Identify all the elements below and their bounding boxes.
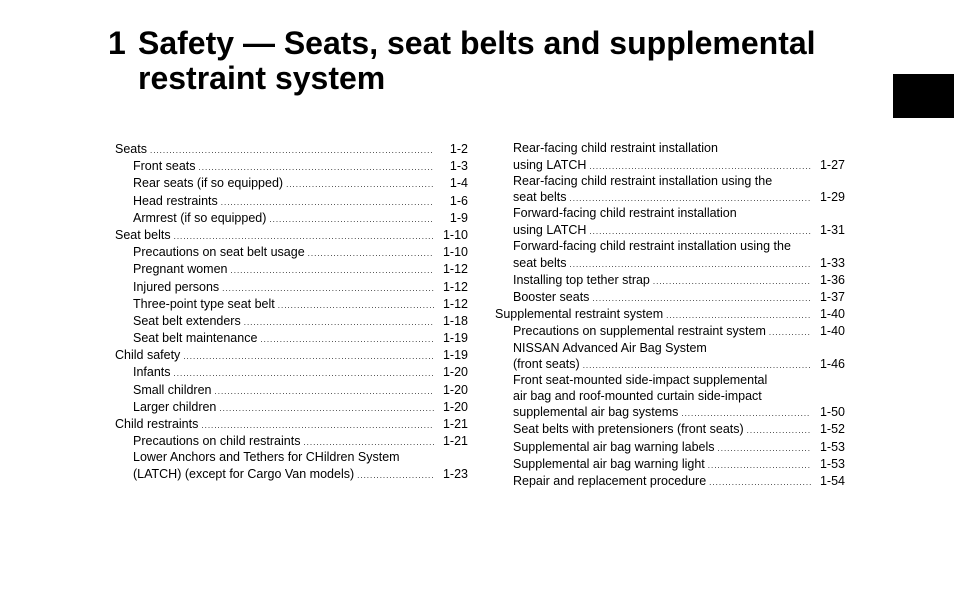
toc-entry-label: Booster seats <box>513 289 590 304</box>
toc-entry-row <box>115 141 468 158</box>
toc-right-column <box>495 141 845 490</box>
toc-entry-page: 1-20 <box>442 382 468 397</box>
toc-entry-row <box>133 399 468 416</box>
toc-entry-row <box>115 347 468 364</box>
toc-entry[interactable] <box>495 239 845 272</box>
toc-entry[interactable] <box>115 382 468 399</box>
dot-leader <box>183 348 434 365</box>
toc-entry-label: Pregnant women <box>133 262 228 277</box>
dot-leader <box>174 228 434 245</box>
toc-entry[interactable] <box>115 364 468 381</box>
toc-entry[interactable] <box>495 473 845 490</box>
dot-leader <box>308 245 434 262</box>
toc-entry-page: 1-20 <box>442 399 468 414</box>
toc-entry-row <box>133 261 468 278</box>
toc-entry-row <box>513 439 845 456</box>
toc-entry-text-line: Rear-facing child restraint installation using the <box>513 173 773 188</box>
toc-entry-row <box>133 466 468 483</box>
toc-entry[interactable] <box>115 141 468 158</box>
dot-leader <box>222 280 434 297</box>
toc-entry[interactable] <box>115 330 468 347</box>
toc-entry[interactable] <box>495 206 845 239</box>
toc-entry-label: using LATCH <box>513 222 587 237</box>
toc-entry[interactable] <box>495 141 845 174</box>
chapter-title <box>108 26 908 96</box>
toc-entry-page: 1-20 <box>442 365 468 380</box>
dot-leader <box>708 457 811 474</box>
toc-entry-row <box>115 416 468 433</box>
toc-entry-row <box>133 193 468 210</box>
toc-entry-page: 1-12 <box>442 296 468 311</box>
toc-entry[interactable] <box>115 227 468 244</box>
toc-entry-row <box>133 158 468 175</box>
toc-entry[interactable] <box>495 323 845 340</box>
toc-entry-label: Precautions on child restraints <box>133 434 301 449</box>
chapter-title-line2: restraint system <box>138 60 386 96</box>
toc-entry[interactable] <box>115 399 468 416</box>
dot-leader <box>357 467 434 484</box>
toc-entry-row <box>133 382 468 399</box>
toc-entry-text-line: Forward-facing child restraint installation using the <box>513 239 791 254</box>
toc-entry[interactable] <box>495 341 845 374</box>
chapter-number: 1 <box>108 25 126 61</box>
toc-entry[interactable] <box>115 450 468 483</box>
toc-entry-label: Supplemental air bag warning light <box>513 456 705 471</box>
toc-entry-label: Three-point type seat belt <box>133 296 275 311</box>
toc-entry-page: 1-12 <box>442 262 468 277</box>
toc-entry-row <box>513 157 845 174</box>
toc-entry-row <box>133 210 468 227</box>
toc-entry-page: 1-3 <box>449 159 468 174</box>
chapter-title-line1: Safety — Seats, seat belts and supplemental <box>138 25 816 61</box>
toc-entry-page: 1-4 <box>449 176 468 191</box>
toc-entry-row <box>513 289 845 306</box>
toc-entry-page: 1-18 <box>442 313 468 328</box>
toc-entry-row <box>513 272 845 289</box>
toc-entry-page: 1-6 <box>449 193 468 208</box>
toc-entry-label: Installing top tether strap <box>513 272 650 287</box>
dot-leader <box>269 211 434 228</box>
toc-entry-row <box>133 330 468 347</box>
dot-leader <box>570 256 811 273</box>
toc-entry-row <box>495 306 845 323</box>
toc-entry[interactable] <box>115 210 468 227</box>
dot-leader <box>221 194 434 211</box>
toc-entry-label: Injured persons <box>133 279 220 294</box>
toc-entry-label: Repair and replacement procedure <box>513 473 707 488</box>
toc-entry[interactable] <box>115 175 468 192</box>
toc-entry-page: 1-36 <box>819 272 845 287</box>
toc-entry-row <box>133 244 468 261</box>
toc-entry-page: 1-54 <box>819 473 845 488</box>
toc-entry-page: 1-31 <box>819 222 845 237</box>
toc-entry-row <box>513 222 845 239</box>
toc-entry-label: (LATCH) (except for Cargo Van models) <box>133 466 355 481</box>
toc-entry-row <box>513 456 845 473</box>
toc-entry-row <box>513 189 845 206</box>
toc-entry-label: Rear seats (if so equipped) <box>133 176 284 191</box>
toc-entry-row <box>513 356 845 373</box>
toc-entry-page: 1-52 <box>819 422 845 437</box>
toc-entry-page: 1-37 <box>819 289 845 304</box>
dot-leader <box>570 190 811 207</box>
dot-leader <box>589 223 811 240</box>
toc-entry-row <box>133 175 468 192</box>
toc-entry[interactable] <box>495 421 845 438</box>
dot-leader <box>718 440 811 457</box>
toc-entry[interactable] <box>115 296 468 313</box>
toc-entry[interactable] <box>495 289 845 306</box>
toc-entry-label: seat belts <box>513 190 567 205</box>
toc-entry-label: Seat belts with pretensioners (front seats) <box>513 422 744 437</box>
toc-entry-label: supplemental air bag systems <box>513 405 679 420</box>
toc-entry-page: 1-10 <box>442 245 468 260</box>
toc-entry-label: seat belts <box>513 255 567 270</box>
toc-entry-text-line: Rear-facing child restraint installation <box>513 141 718 155</box>
dot-leader <box>653 273 811 290</box>
toc-left-column <box>115 141 468 483</box>
toc-entry-text-line: Front seat-mounted side-impact supplemental <box>513 373 768 388</box>
toc-entry-text-line: NISSAN Advanced Air Bag System <box>513 340 707 355</box>
dot-leader <box>174 365 434 382</box>
toc-entry-page: 1-46 <box>819 357 845 371</box>
toc-entry-label: (front seats) <box>513 357 580 371</box>
toc-entry-row <box>513 323 845 340</box>
dot-leader <box>219 400 434 417</box>
toc-entry-row <box>133 313 468 330</box>
dot-leader <box>303 434 434 451</box>
dot-leader <box>747 422 811 439</box>
toc-entry-page: 1-29 <box>819 190 845 205</box>
toc-entry-page: 1-19 <box>442 348 468 363</box>
toc-entry-label: Head restraints <box>133 193 218 208</box>
toc-entry-page: 1-53 <box>819 439 845 454</box>
toc-entry-row <box>133 433 468 450</box>
toc-entry-label: Armrest (if so equipped) <box>133 210 267 225</box>
toc-entry-label: Seats <box>115 142 147 156</box>
toc-entry-label: Larger children <box>133 399 217 414</box>
toc-entry[interactable] <box>495 306 845 323</box>
dot-leader <box>278 297 434 314</box>
toc-entry-label: Seat belt extenders <box>133 313 241 328</box>
toc-entry[interactable] <box>495 456 845 473</box>
toc-entry-row <box>513 404 845 421</box>
dot-leader <box>286 176 434 193</box>
toc-entry[interactable] <box>115 158 468 175</box>
toc-entry-page: 1-40 <box>819 307 845 322</box>
dot-leader <box>231 262 434 279</box>
toc-entry-label: Seat belts <box>115 227 171 242</box>
toc-entry-row <box>133 279 468 296</box>
toc-entry[interactable] <box>115 347 468 364</box>
toc-entry-row <box>133 364 468 381</box>
dot-leader <box>709 474 811 491</box>
toc-entry-page: 1-21 <box>442 417 468 431</box>
toc-entry[interactable] <box>115 244 468 261</box>
toc-entry-text-line: Forward-facing child restraint installation <box>513 206 737 221</box>
toc-entry[interactable] <box>115 193 468 210</box>
dot-leader <box>201 417 434 434</box>
toc-entry-row <box>513 421 845 438</box>
toc-entry-label: Child restraints <box>115 417 199 431</box>
toc-entry-page: 1-21 <box>442 434 468 449</box>
dot-leader <box>150 142 434 159</box>
toc-entry-page: 1-33 <box>819 255 845 270</box>
toc-entry[interactable] <box>495 439 845 456</box>
dot-leader <box>589 158 811 175</box>
toc-entry-page: 1-9 <box>449 210 468 225</box>
dot-leader <box>199 159 434 176</box>
toc-entry-label: Seat belt maintenance <box>133 331 258 346</box>
toc-entry-row <box>513 255 845 272</box>
toc-entry[interactable] <box>115 261 468 278</box>
toc-entry-text-line: Lower Anchors and Tethers for CHildren System <box>133 450 400 465</box>
toc-entry-label: Child safety <box>115 348 181 363</box>
toc-entry[interactable] <box>115 416 468 433</box>
dot-leader <box>592 290 811 307</box>
toc-entry-row <box>115 227 468 244</box>
dot-leader <box>215 383 434 400</box>
toc-entry-label: Small children <box>133 382 212 397</box>
dot-leader <box>666 307 811 324</box>
dot-leader <box>769 324 811 341</box>
toc-entry-label: using LATCH <box>513 157 587 172</box>
toc-entry-text-line: air bag and roof-mounted curtain side-impact <box>513 388 762 403</box>
toc-entry-row <box>513 473 845 490</box>
toc-entry-label: Front seats <box>133 159 196 174</box>
toc-entry[interactable] <box>495 373 845 421</box>
toc-entry-page: 1-40 <box>819 324 845 339</box>
dot-leader <box>244 314 434 331</box>
toc-entry[interactable] <box>495 272 845 289</box>
toc-entry[interactable] <box>115 313 468 330</box>
toc-entry-label: Supplemental air bag warning labels <box>513 439 715 454</box>
toc-entry-label: Precautions on seat belt usage <box>133 245 305 260</box>
toc-entry-label: Supplemental restraint system <box>495 307 664 322</box>
toc-entry-page: 1-2 <box>449 142 468 156</box>
toc-entry-label: Precautions on supplemental restraint system <box>513 324 766 339</box>
dot-leader <box>260 331 434 348</box>
toc-entry-page: 1-53 <box>819 456 845 471</box>
toc-entry-label: Infants <box>133 365 171 380</box>
toc-entry-page: 1-23 <box>442 466 468 481</box>
toc-entry-page: 1-10 <box>442 227 468 242</box>
toc-entry-page: 1-50 <box>819 405 845 420</box>
toc-entry-row <box>133 296 468 313</box>
dot-leader <box>681 405 811 422</box>
toc-entry-page: 1-27 <box>819 157 845 172</box>
toc-entry-page: 1-12 <box>442 279 468 294</box>
toc-entry[interactable] <box>115 279 468 296</box>
toc-entry[interactable] <box>115 433 468 450</box>
toc-entry[interactable] <box>495 174 845 207</box>
dot-leader <box>583 357 811 374</box>
chapter-tab <box>893 74 954 118</box>
toc-entry-page: 1-19 <box>442 331 468 346</box>
